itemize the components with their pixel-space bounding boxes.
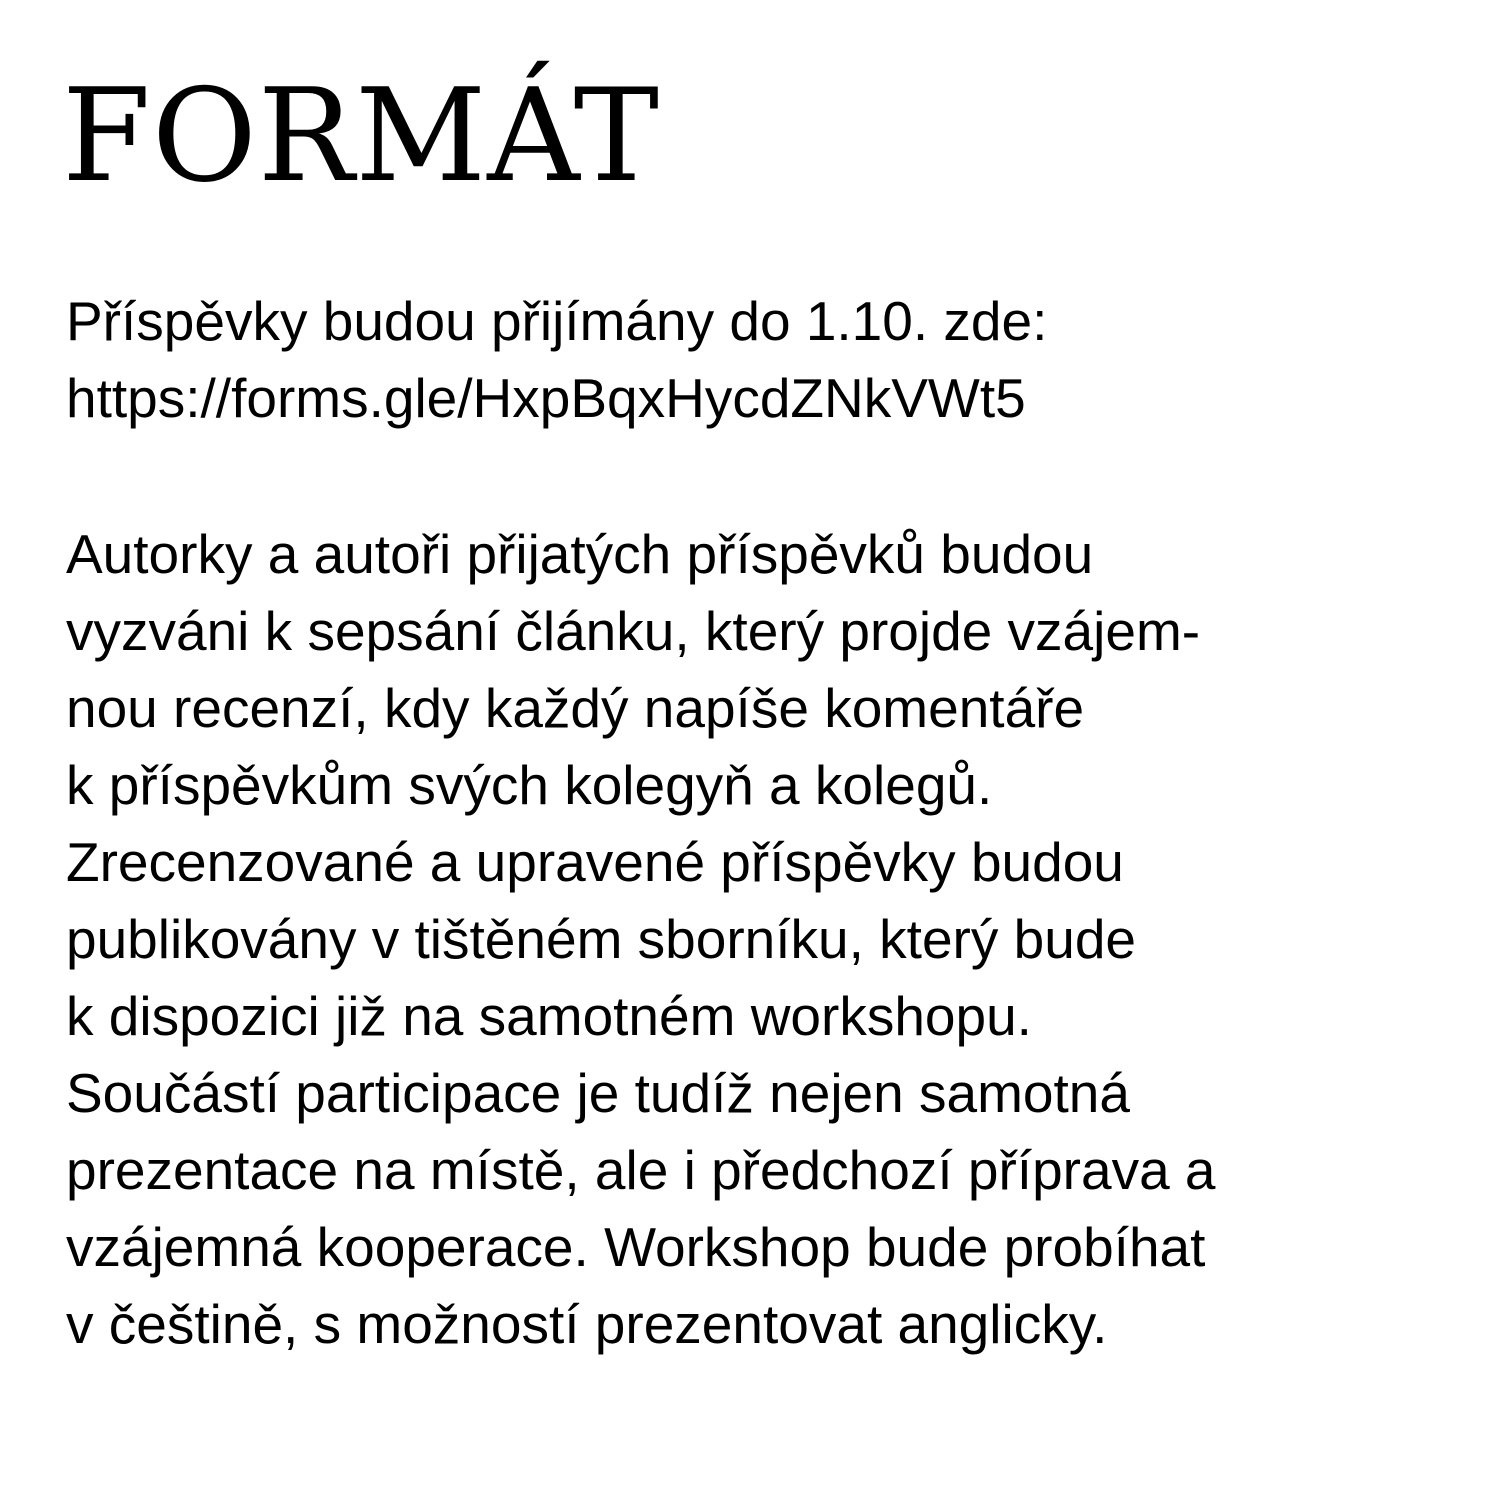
- body-line: k příspěvkům svých kolegyň a kolegů.: [66, 754, 993, 816]
- body-line: prezentace na místě, ale i předchozí příprava a: [66, 1139, 1216, 1201]
- page-title: FORMÁT: [62, 62, 660, 211]
- body-line: v češtině, s možností prezentovat anglicky.: [66, 1293, 1108, 1355]
- body-line: publikovány v tištěném sborníku, který bude: [66, 908, 1137, 970]
- submission-form-link[interactable]: https://forms.gle/HxpBqxHycdZNkVWt5: [66, 367, 1026, 429]
- body-line: Autorky a autoři přijatých příspěvků budou: [66, 523, 1094, 585]
- body-line: Součástí participace je tudíž nejen samotná: [66, 1062, 1130, 1124]
- body-line: nou recenzí, kdy každý napíše komentáře: [66, 677, 1085, 739]
- body-line: Zrecenzované a upravené příspěvky budou: [66, 831, 1124, 893]
- body-line: k dispozici již na samotném workshopu.: [66, 985, 1032, 1047]
- submission-deadline-text: Příspěvky budou přijímány do 1.10. zde:: [66, 290, 1048, 352]
- body-line: vzájemná kooperace. Workshop bude probíhat: [66, 1216, 1206, 1278]
- body-line: vyzváni k sepsání článku, který projde vzájem-: [66, 600, 1201, 662]
